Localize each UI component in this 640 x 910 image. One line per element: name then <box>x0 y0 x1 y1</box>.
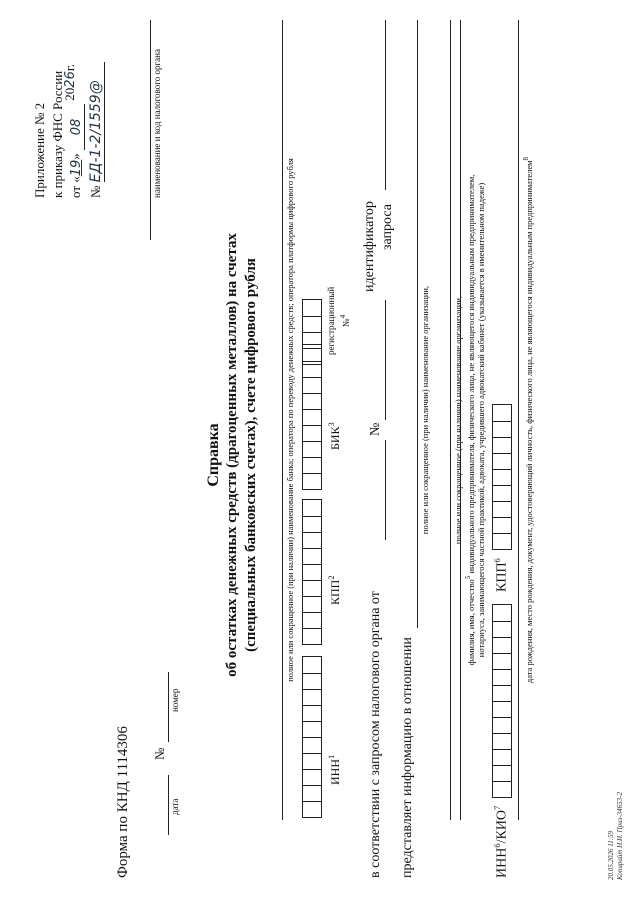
appendix-number <box>88 62 105 198</box>
org-caption-1: полное или сокращенное (при наличии) наименование организации, <box>420 285 430 535</box>
tax-authority-caption: наименование и код налогового органа <box>152 49 162 198</box>
person-caption-2: нотариуса, занимающегося частной практикой, адвоката, учредившего адвокатский кабинет (указывается в именительном падеже) <box>476 182 486 658</box>
kpp-cells[interactable] <box>302 499 322 645</box>
birth-caption: дата рождения, место рождения, документ, удостоверяющий личность, физического лица, не являющегося индивидуальным предпринимателем$^8$ <box>522 156 534 684</box>
inn-kio-label: ИНН$^6$/КИО$^7$ <box>492 805 510 878</box>
org-line-2 <box>450 20 451 820</box>
num-prefix: № <box>88 185 103 198</box>
request-id-line <box>385 20 386 190</box>
reg-cells[interactable] <box>302 299 322 365</box>
request-date-line <box>385 440 386 540</box>
heading-line3: (специальных банковских счетах), счете цифрового рубля <box>243 258 259 652</box>
bik-label: БИК$^3$ <box>326 422 342 450</box>
year-suffix: г. <box>62 64 77 72</box>
kpp-label: КПП$^2$ <box>326 575 342 605</box>
appendix-order: к приказу ФНС России <box>50 70 65 198</box>
org-caption-2: полное или сокращенное (при наличии) наименование организации, <box>453 295 463 545</box>
appendix-title: Приложение № 2 <box>32 102 47 198</box>
year-prefix: 20 <box>62 87 77 101</box>
tax-authority-line <box>150 20 151 240</box>
inn-label: ИНН$^1$ <box>326 754 342 785</box>
number-line <box>168 672 169 742</box>
date-mid: » <box>68 153 83 160</box>
date-label: дата <box>170 798 180 815</box>
heading-line2: об остатках денежных средств (драгоценных металлов) на счетах <box>224 233 240 677</box>
bank-caption: полное или сокращенное (при наличии) наименование банка; оператора по переводу денежных средств; оператора платформы цифрового рубля <box>285 158 295 682</box>
kpp2-cells[interactable] <box>492 404 512 550</box>
appendix-year: 26 <box>63 71 78 88</box>
date-line <box>168 775 169 835</box>
request-no: № <box>368 422 383 436</box>
presents-text: представляет информацию в отношении <box>400 637 415 878</box>
person-line <box>460 20 461 820</box>
kpp2-label: КПП$^6$ <box>492 558 510 592</box>
bik-cells[interactable] <box>302 344 322 490</box>
inn-kio-cells[interactable] <box>492 604 512 798</box>
birth-line <box>518 20 519 820</box>
request-number-line <box>385 300 386 420</box>
appendix-number-value: ЕД-1-2/1559@ <box>88 62 105 182</box>
no-sign: № <box>152 747 167 760</box>
number-label: номер <box>170 688 180 712</box>
presents-line <box>417 20 418 628</box>
appendix-date <box>62 64 85 198</box>
appendix-day: 19 <box>69 159 84 177</box>
request-word: запроса <box>380 204 395 250</box>
form-code: Форма по КНД 1114306 <box>115 726 131 878</box>
appendix-month: 08 <box>69 104 85 150</box>
heading-title: Справка <box>205 423 222 487</box>
bank-name-line <box>282 20 283 820</box>
inn-cells[interactable] <box>302 656 322 818</box>
footer-line-2: Копирайт Н.И. Приз-34653-2 <box>616 792 624 880</box>
footer-line-1: 20.05.2026 11:59 <box>607 830 615 880</box>
date-prefix: от « <box>68 176 83 198</box>
request-text: в соответствии с запросом налогового органа от <box>368 591 383 878</box>
person-caption-1: фамилия, имя, отчество$^5$ индивидуального предпринимателя, физического лица, не являющегося индивидуальным предпринимателем, <box>464 174 476 666</box>
reg-label: регистрационный №$^4$ <box>326 286 351 355</box>
request-id: идентификатор <box>362 201 377 292</box>
